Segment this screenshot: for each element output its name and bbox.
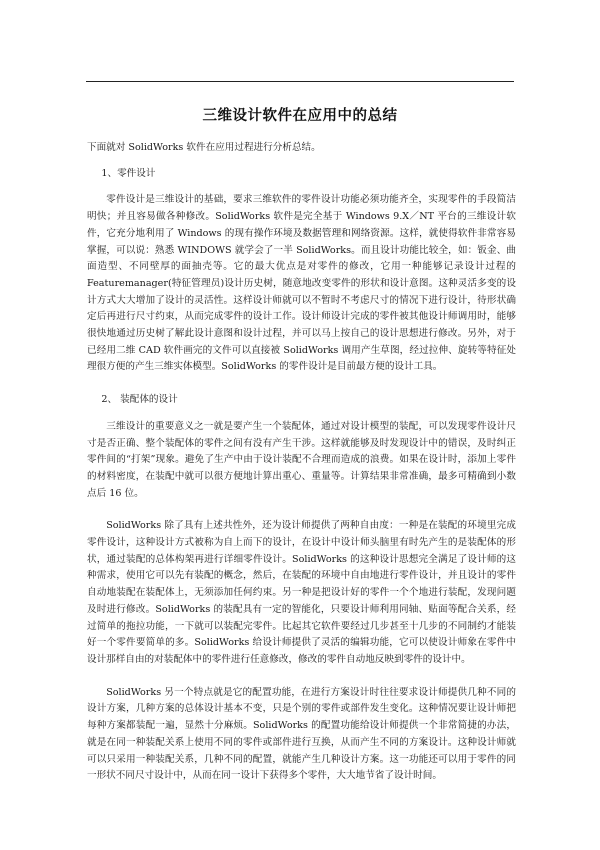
document-title: 三维设计软件在应用中的总结 [202,108,398,124]
paragraph-assembly-significance: 三维设计的重要意义之一就是要产生一个装配体，通过对设计模型的装配，可以发现零件设计尺寸是否正确、整个装配体的零件之间有没有产生干涉。这样就能够及时发现设计中的错误，及时纠正零件间的“打架”现象。避免了生产中由于设计装配不合理而造成的浪费。如果在设计时，添加上零件的材料密度，在装配中就可以很方便地计算出重心、重量等。计算结果非常准确，最多可精确到小数点后 16 位。 [87,420,516,499]
header-rule [86,81,514,82]
section-heading-assembly-design: 2、 装配体的设计 [101,394,178,406]
section-heading-part-design: 1、零件设计 [101,167,156,179]
paragraph-part-design: 零件设计是三维设计的基础，要求三维软件的零件设计功能必须功能齐全，实现零件的手段简洁明快；并且容易做各种修改。SolidWorks 软件是完全基于 Windows 9.X／NT 平台的三维设计软件，它充分地利用了 Windows 的现有操作环境及数据管理和网络资源。这样，就使得软件非常容易掌握，可以说：熟悉 WINDOWS 就学会了一半 SolidWorks。而且设计功能比较全，如：钣金、曲面造型、不同壁厚的面抽壳等。它的最大优点是对零件的修改，它用一种能够记录设计过程的 Featuremanager(特征管理员)设计历史树，随意地改变零件的形状和设计意图。这种灵活多变的设计方式大大增加了设计的灵活性。这样设计师就可以不暂时不考虑尺寸的情况下进行设计，待形状确定后再进行尺寸约束，从而完成零件的设计工作。设计师设计完成的零件被其他设计师调用时，能够很快地通过历史树了解此设计意图和设计过程，并可以马上按自己的设计思想进行修改。另外，对于已经用二维 CAD 软件画完的文件可以直接被 SolidWorks 调用产生草图，经过拉伸、旋转等特征处理很方便的产生三维实体模型。SolidWorks 的零件设计是目前最方便的设计工具。 [87,194,516,373]
document-body [87,140,516,801]
paragraph-configuration: SolidWorks 另一个特点就是它的配置功能，在进行方案设计时往往要求设计师提供几种不同的设计方案，几种方案的总体设计基本不变，只是个别的零件或部件发生变化。这种情况要让设计师把每种方案都装配一遍，显然十分麻烦。SolidWorks 的配置功能给设计师提供一个非常简捷的办法，就是在同一种装配关系上使用不同的零件或部件进行互换，从而产生不同的方案设计。这种设计师就可以只采用一种装配关系，几种不同的配置，就能产生几种设计方案。这一功能还可以用于零件的同一形状不同尺寸设计中，从而在同一设计下获得多个零件，大大地节省了设计时间。 [87,686,516,782]
intro-paragraph: 下面就对 SolidWorks 软件在应用过程进行分析总结。 [87,142,321,153]
paragraph-assembly-freedom: SolidWorks 除了具有上述共性外，还为设计师提供了两种自由度：一种是在装配的环境里完成零件设计，这种设计方式被称为自上而下的设计，在设计中设计师头脑里有时先产生的是装配体的形状，通过装配的总体构架再进行详细零件设计。SolidWorks 的这种设计思想完全满足了设计师的这种需求，使用它可以先有装配的概念，然后，在装配的环境中自由地进行零件设计，并且设计的零件自动地装配在装配体上，无须添加任何约束。另一种是把设计好的零件一个个地进行装配，发现问题及时进行修改。SolidWorks 的装配具有一定的智能化，只要设计师利用同轴、贴面等配合关系，经过简单的拖拉功能，一下就可以装配完零件。比起其它软件要经过几步甚至十几步的不同制约才能装好一个零件要简单的多。SolidWorks 给设计师提供了灵活的编辑功能，它可以使设计师象在零件中设计那样自由的对装配体中的零件进行任意修改，修改的零件自动地反映到零件的设计中。 [87,520,516,665]
